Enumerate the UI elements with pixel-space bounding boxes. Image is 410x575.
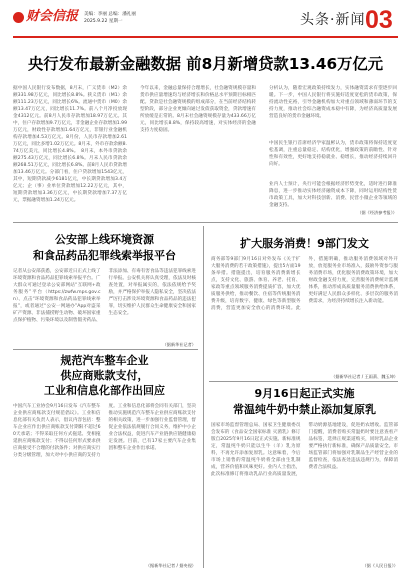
article-a-body: 记者从公安部获悉，公安部近日正式上线了环境资源和食品药品犯罪线索举报平台。广大群众可通过登录公安部网站“互联网+政务服务”平台（https://zwfw.mps.gov.cn）、点击“环境资源和食品药品犯罪线索举报”，或者通过“公安一网通办”App对盗采矿产资源、非法捕捞野生动物、破坏国家重点保护植物、污染环境以及制售假劣药品、非法添加、有毒有害食品等违法犯罪线索进行举报。公安机关将认真受理，依法及时核查处置，对举报属实的，依法依规给予奖励，并严格保护举报人隐私安全，坚决依法严厉打击涉及环境资源和食品药品的违法犯罪，切实维护人民群众生命健康安全和国家生态安全。 [13, 269, 196, 323]
article-b-headline-1: 规范汽车整车企业 [60, 354, 149, 367]
issue-meta: 美编：李丽 总编：潘礼丽 [84, 12, 136, 17]
article-b-headline-3: 工业和信息化部作出回应 [44, 384, 165, 397]
lead-col-3: 分析认为，随着宏观政策持续发力，实体融资需求有望逐步回暖。下一步，中国人民银行将实施好适度宽松的货币政策，保持流动性充裕，引导金融机构加大对重点领域和薄弱环节的支持力度，推动社会综合融资成本稳中有降，为经济高质量发展营造良好的货币金融环境。 [269, 86, 397, 119]
article-d-headline-1: 9月16日起正式实施 [254, 387, 355, 400]
section-title: 头条·新闻 [300, 12, 366, 28]
article-d-headline-2: 常温纯牛奶中禁止添加复原乳 [233, 403, 376, 416]
page-number: 03 [365, 6, 393, 34]
article-b-credit: （据新华社记者 / 据央视） [145, 563, 196, 568]
lead-col-3b: 中国民生银行首席经济学家温彬认为，货币政策将保持适度宽松基调，注重总量稳定、结构优化，增强政策的前瞻性、针对性和有效性，更好地支持稳就业、稳增长，推动经济持续回升向好。 [269, 141, 397, 167]
article-d-credit: （据《人民日报》） [362, 563, 398, 568]
issue-date: 2025.9.22 星期一 [84, 19, 123, 24]
masthead-rule [13, 36, 398, 38]
lead-col-2b: 今年以来，金融总量保持合理增长，社会融资规模存量和货币供应量增速均与经济增长和价格总水平预期目标相匹配。贷款是社会融资规模的组成部分，在当前经济结构转型阶段，部分企业更倾向通过发债获取资金，贷款增速有所放缓是正常的。8月末社会融资规模存量为433.66万亿元，同比增长8.8%，保持较高增速，对实体经济的金融支持力度稳固。 [140, 86, 256, 133]
newspaper-logo: 财会信报 [26, 9, 79, 24]
article-c-credit: （据新华社记者 / 王雨萧、魏玉坤） [331, 374, 398, 379]
divider-c [209, 381, 398, 382]
article-b-body: 中国汽车工业协会9月16日发布《汽车整车企业供应商账款支付规范倡议》。工业和信息化部有关负责人表示，倡议内容包括：整车企业应作出供应商账款支付期限不超过60天承诺；不得采取任何方式拖延、变相拖延供应商账款支付；不得以任何形式要求供应商接受不合理的付款条件；对供应商实行分类分级管理，加大对中小供应商的支持力度。工业和信息化部将会同有关部门，坚决推动实施规范汽车整车企业供应商账款支付的相关政策，进一步加强行业监督管理，督促企业依法依规履行合同义务，维护中小企业合法权益，促进汽车产业链供应链健康稳定发展。目前，已有17家主要汽车企业集团和整车企业作出承诺。 [13, 404, 196, 458]
masthead [0, 0, 410, 40]
lead-credit: （据《经济参考报》） [357, 210, 397, 215]
lead-col-1: 据中国人民银行发布数据，8月末，广义货币（M2）余额331.98万亿元，同比增长8.8%。狭义货币（M1）余额111.23万亿元，同比增长6%。流通中货币（M0）余额13.47万亿元，同比增长11.7%。前八个月净投放现金4312亿元。前8月人民币存款增加18.97万亿元。其中，住户存款增加9.7万亿元，非金融企业存款增加1.99万亿元，财政性存款增加1.64万亿元，非银行业金融机构存款增加4.53万亿元。8月份，人民币存款增加2.61万亿元，同比多增1.02万亿元。8月末，外币存款余额8.74万亿美元，同比增长4.8%。 8月末，本外币贷款余额275.43万亿元，同比增长6.8%。月末人民币贷款余额268.51万亿元，同比增长6.8%。前8月人民币贷款增加13.46万亿元。分部门看，住户贷款增加1543亿元，其中，短期贷款减少6181亿元，中长期贷款增加3.4万亿元；企（事）业单位贷款增加12.22万亿元，其中，短期贷款增加3.36万亿元，中长期贷款增加7.37万亿元，票据融资增加1.24万亿元。 [13, 86, 127, 203]
article-a-headline-1: 公安部上线环境资源 [55, 233, 154, 246]
divider-lead [13, 222, 398, 223]
logo-mark-icon [13, 12, 24, 23]
article-c-headline: 扩大服务消费！9部门发文 [240, 237, 369, 250]
article-d-body: 国家市场监督管理总局、国家卫生健康委员会发布的《食品安全国家标准 灭菌乳》修订版自2025年9月16日起正式实施。新标准规定，常温纯牛奶只能以生牛（羊）乳为原料，不再允许添加复原乳。这意味着，今后市场上销售的常温纯牛奶将全部由生乳制成，营养价值和风味更好。业内人士指出，此次标准修订将推动乳品行业高质量发展，带动奶源基地建设，促进奶农增收。监管部门提醒，消费者购买常温奶时要注意查看产品标签，选择正规渠道购买，同时乳品企业要严格执行新标准，确保产品质量安全。市场监管部门将加强对乳制品生产经营企业的监督检查，依法查处违法违规行为，保障消费者合法权益。 [211, 423, 398, 477]
article-b-headline-2: 供应商账款支付， [60, 369, 149, 382]
divider-vertical [203, 226, 204, 568]
article-a-credit: （据新华社记者） [162, 342, 196, 347]
divider-a [13, 349, 198, 350]
article-c-body: 商务部等9部门9月16日对外发布《关于扩大服务消费的若干政策措施》，提出5方面19条举措。措施提出，培育服务消费新增长点，支持文化、旅游、体育、养老、托育、家政等重点领域服务消费提质扩容，加大优质服务供给，推动餐饮、住宿等传统服务消费升级，培育数字、健康、绿色等新型服务消费，营造更加安全放心的消费环境。此外，措施明确，推动服务消费领域对外开放，放宽服务业市场准入，鼓励外资参与服务消费市场，优化服务消费政策环境，加大财政金融支持力度，完善服务消费统计监测体系，推动形成高质量服务消费供给体系，更好满足人民群众多样化、多层次的服务消费需求，为经济持续增长注入新动能。 [211, 257, 398, 311]
lead-col-3c: 业内人士预计，央行可能会根据经济形势变化，适时进行降准降息，进一步推动实体经济融资成本下降，同时运用结构性货币政策工具，加大对科技创新、消费、民营小微企业等领域的金融支持。 [269, 182, 397, 208]
lead-headline: 央行发布最新金融数据 前8月新增贷款13.46万亿元 [28, 55, 383, 73]
article-a-headline-2: 和食品药品犯罪线索举报平台 [33, 249, 176, 262]
lead-col-1-continued: 8月末，本外币贷款余额275.43万亿元，同比增长6.8%。月末人民币贷款余额268.51万亿元，同比增长6.8%。前8月人民币贷款增加13.46万亿元。分部门看，住户贷款增加1543亿元，其中，短期贷款减少6181亿元，中长期贷款增加3.4万亿元；企（事）业单位贷款增加12.22万亿元，其中，短期贷款增加3.36万亿元，中长期贷款增加7.37万亿元，票据融资增加1.24万亿元。 [13, 149, 127, 203]
